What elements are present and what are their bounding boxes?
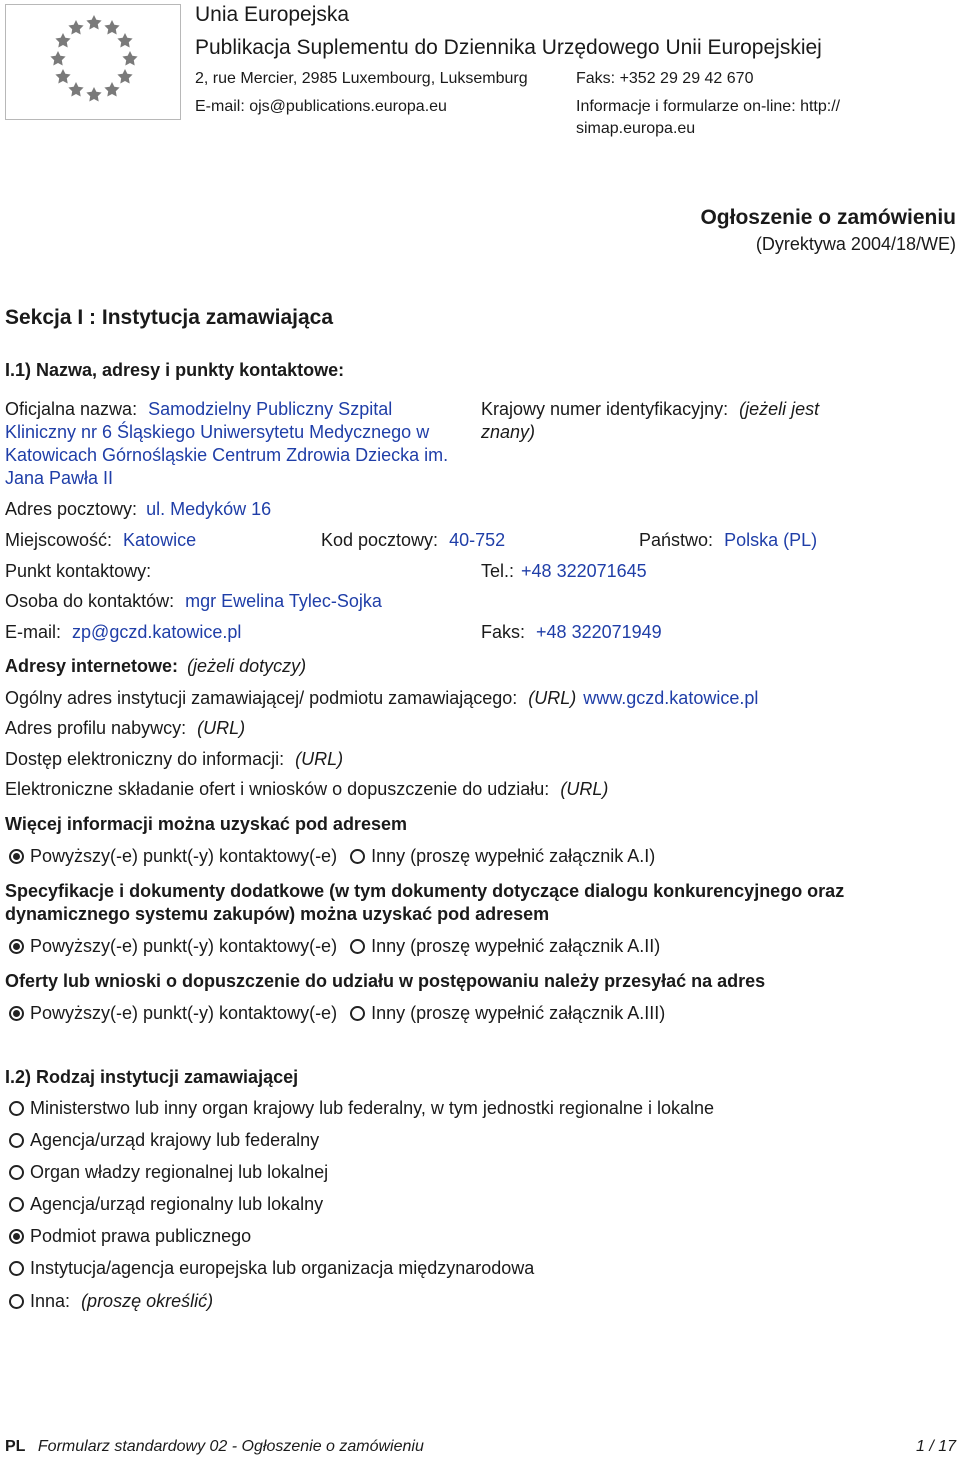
- more-info-opt1: Powyższy(-e) punkt(-y) kontaktowy(-e): [30, 846, 338, 866]
- esubmission-row: [5, 778, 608, 800]
- eu-stars-icon: [6, 5, 182, 121]
- type-other-row: [9, 1290, 213, 1312]
- radio-empty-icon[interactable]: [350, 849, 365, 864]
- national-id-label: Krajowy numer identyfikacyjny:: [481, 399, 729, 419]
- radio-empty-icon[interactable]: [9, 1197, 24, 1212]
- tel-row: [481, 560, 647, 582]
- url-tag: (URL): [560, 779, 609, 799]
- national-id-row: [481, 398, 819, 420]
- section-heading: Sekcja I : Instytucja zamawiająca: [5, 306, 334, 329]
- postcode-row: [321, 529, 505, 551]
- tel-label: Tel.:: [481, 561, 515, 581]
- header-info-line1: Informacje i formularze on-line: http://: [576, 98, 841, 115]
- header-fax: Faks: +352 29 29 42 670: [576, 70, 754, 87]
- radio-empty-icon[interactable]: [350, 1006, 365, 1021]
- official-name-line1: Samodzielny Publiczny Szpital: [148, 399, 393, 419]
- footer-lang: PL: [5, 1438, 26, 1455]
- authority-type-option[interactable]: [9, 1257, 534, 1279]
- radio-empty-icon[interactable]: [9, 1133, 24, 1148]
- radio-selected-icon[interactable]: [9, 1229, 24, 1244]
- specs-heading-line1: Specyfikacje i dokumenty dodatkowe (w tym dokumenty dotyczące dialogu konkurencyjnego oraz: [5, 881, 845, 901]
- eaccess-label: Dostęp elektroniczny do informacji:: [5, 749, 285, 769]
- country-label: Państwo:: [639, 530, 714, 550]
- i1-heading: I.1) Nazwa, adresy i punkty kontaktowe:: [5, 360, 345, 380]
- tel-value: +48 322071645: [521, 561, 647, 581]
- esubmission-label: Elektroniczne składanie ofert i wniosków o dopuszczenie do udziału:: [5, 779, 550, 799]
- authority-type-label: Agencja/urząd regionalny lub lokalny: [30, 1194, 324, 1214]
- offers-heading: Oferty lub wnioski o dopuszczenie do udziału w postępowaniu należy przesyłać na adres: [5, 971, 766, 991]
- authority-type-option[interactable]: [9, 1225, 251, 1247]
- city-value: Katowice: [123, 530, 197, 550]
- radio-empty-icon[interactable]: [9, 1165, 24, 1180]
- footer-left: [5, 1436, 424, 1458]
- header-info-line2: simap.europa.eu: [576, 120, 696, 137]
- postal-row: [5, 498, 271, 520]
- radio-empty-icon[interactable]: [9, 1101, 24, 1116]
- specs-opt2: Inny (proszę wypełnić załącznik A.II): [371, 936, 661, 956]
- official-name-label: Oficjalna nazwa:: [5, 399, 138, 419]
- header-org: Unia Europejska: [195, 3, 350, 26]
- notice-title: Ogłoszenie o zamówieniu: [700, 206, 956, 229]
- radio-empty-icon[interactable]: [9, 1294, 24, 1309]
- general-address-label: Ogólny adres instytucji zamawiającej/ podmiotu zamawiającego:: [5, 688, 518, 708]
- radio-selected-icon[interactable]: [9, 849, 24, 864]
- internet-row: [5, 655, 306, 677]
- header-email: E-mail: ojs@publications.europa.eu: [195, 98, 447, 115]
- email-link[interactable]: zp@gczd.katowice.pl: [72, 622, 242, 642]
- contact-point-label: Punkt kontaktowy:: [5, 561, 152, 581]
- authority-type-option[interactable]: [9, 1097, 714, 1119]
- authority-type-option[interactable]: [9, 1161, 328, 1183]
- authority-type-label: Podmiot prawa publicznego: [30, 1226, 252, 1246]
- authority-type-label: Organ władzy regionalnej lub lokalnej: [30, 1162, 329, 1182]
- fax-value: +48 322071949: [536, 622, 662, 642]
- authority-type-label: Ministerstwo lub inny organ krajowy lub federalny, w tym jednostki regionalne i lokalne: [30, 1098, 714, 1118]
- eu-flag-logo: [5, 4, 181, 120]
- radio-selected-icon[interactable]: [9, 1006, 24, 1021]
- offers-options: [9, 1002, 665, 1024]
- header-publication: Publikacja Suplementu do Dziennika Urzędowego Unii Europejskiej: [195, 36, 822, 59]
- i2-heading: I.2) Rodzaj instytucji zamawiającej: [5, 1067, 299, 1087]
- footer-form-name: Formularz standardowy 02 - Ogłoszenie o zamówieniu: [37, 1438, 424, 1455]
- contact-person-row: [5, 590, 382, 612]
- email-label: E-mail:: [5, 622, 62, 642]
- radio-selected-icon[interactable]: [9, 939, 24, 954]
- specs-heading-line2: dynamicznego systemu zakupów) można uzyskać pod adresem: [5, 904, 550, 924]
- official-name-row: [5, 398, 392, 420]
- contact-person-value: mgr Ewelina Tylec-Sojka: [185, 591, 382, 611]
- authority-type-label: Agencja/urząd krajowy lub federalny: [30, 1130, 320, 1150]
- url-tag: (URL): [528, 688, 577, 708]
- header-address: 2, rue Mercier, 2985 Luxembourg, Luksemburg: [195, 70, 528, 87]
- postcode-label: Kod pocztowy:: [321, 530, 439, 550]
- city-label: Miejscowość:: [5, 530, 113, 550]
- specs-opt1: Powyższy(-e) punkt(-y) kontaktowy(-e): [30, 936, 338, 956]
- postcode-value: 40-752: [449, 530, 506, 550]
- country-value: Polska (PL): [724, 530, 818, 550]
- url-tag: (URL): [295, 749, 344, 769]
- other-note: (proszę określić): [81, 1291, 214, 1311]
- offers-opt2: Inny (proszę wypełnić załącznik A.III): [371, 1003, 666, 1023]
- specs-options: [9, 935, 660, 957]
- email-row: [5, 621, 241, 643]
- postal-value: ul. Medyków 16: [146, 499, 272, 519]
- country-row: [639, 529, 817, 551]
- radio-empty-icon[interactable]: [350, 939, 365, 954]
- fax-label: Faks:: [481, 622, 526, 642]
- city-row: [5, 529, 196, 551]
- official-name-line4: Jana Pawła II: [5, 468, 114, 488]
- footer-page: 1 / 17: [915, 1438, 956, 1455]
- eaccess-row: [5, 748, 343, 770]
- more-info-options: [9, 845, 655, 867]
- national-id-note2: znany): [481, 422, 536, 442]
- authority-type-label: Instytucja/agencja europejska lub organizacja międzynarodowa: [30, 1258, 535, 1278]
- general-address-row: [5, 687, 758, 709]
- general-address-link[interactable]: www.gczd.katowice.pl: [583, 688, 759, 708]
- official-name-line3: Katowicach Górnośląskie Centrum Zdrowia Dziecka im.: [5, 445, 449, 465]
- postal-label: Adres pocztowy:: [5, 499, 138, 519]
- buyer-profile-row: [5, 717, 245, 739]
- url-tag: (URL): [197, 718, 246, 738]
- authority-type-option[interactable]: [9, 1193, 323, 1215]
- radio-empty-icon[interactable]: [9, 1261, 24, 1276]
- national-id-note1: (jeżeli jest: [739, 399, 820, 419]
- contact-person-label: Osoba do kontaktów:: [5, 591, 175, 611]
- official-name-line2: Kliniczny nr 6 Śląskiego Uniwersytetu Medycznego w: [5, 422, 430, 442]
- internet-note: (jeżeli dotyczy): [187, 656, 307, 676]
- more-info-heading: Więcej informacji można uzyskać pod adresem: [5, 814, 407, 834]
- more-info-opt2: Inny (proszę wypełnić załącznik A.I): [371, 846, 656, 866]
- other-label: Inna:: [30, 1291, 71, 1311]
- notice-directive: (Dyrektywa 2004/18/WE): [755, 234, 956, 254]
- offers-opt1: Powyższy(-e) punkt(-y) kontaktowy(-e): [30, 1003, 338, 1023]
- buyer-profile-label: Adres profilu nabywcy:: [5, 718, 187, 738]
- authority-type-option[interactable]: [9, 1129, 319, 1151]
- fax-row: [481, 621, 662, 643]
- internet-label: Adresy internetowe:: [5, 656, 179, 676]
